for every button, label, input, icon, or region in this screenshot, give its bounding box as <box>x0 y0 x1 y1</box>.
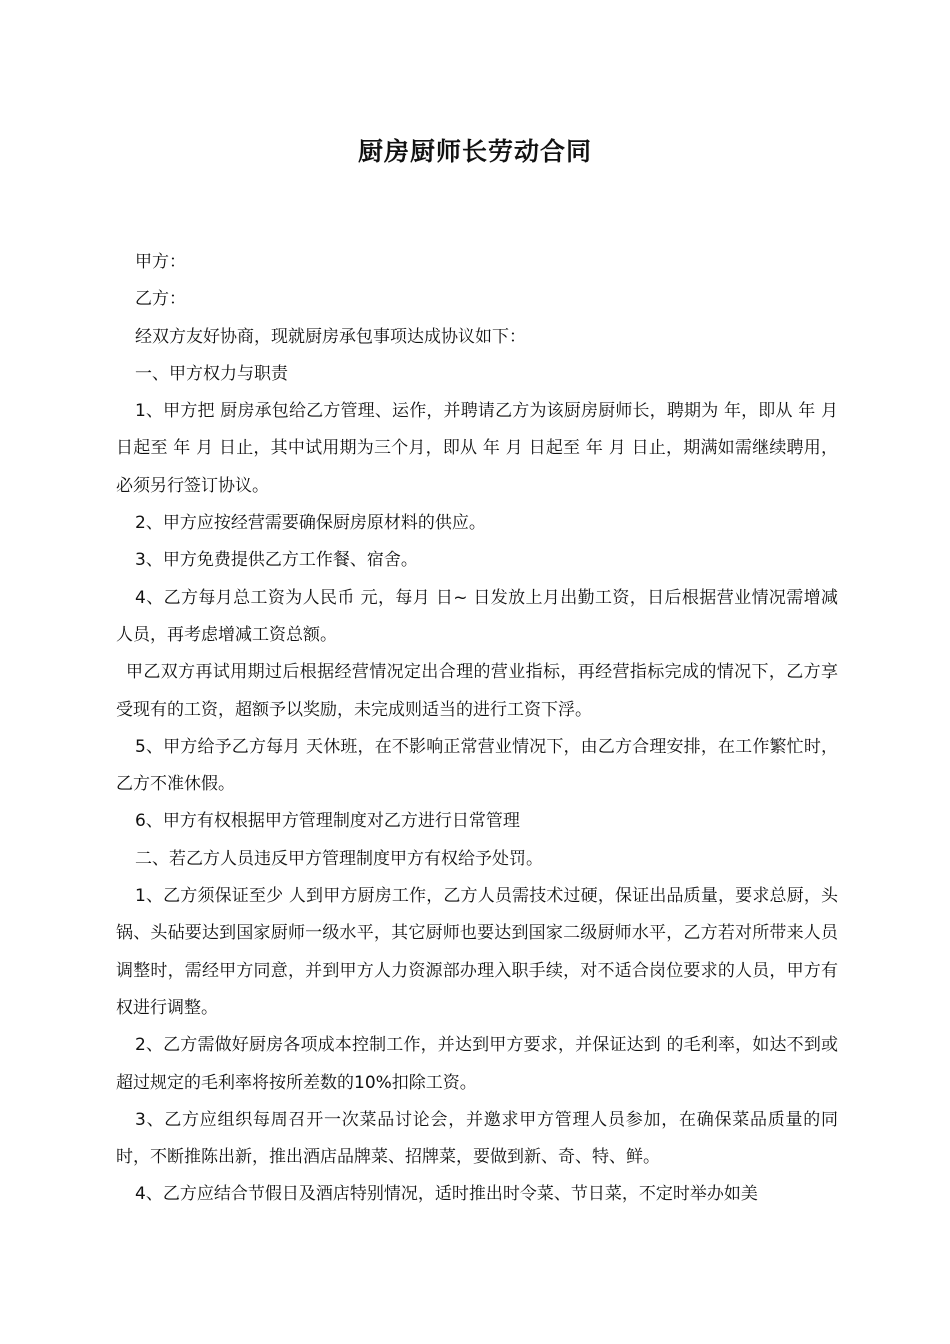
intro-paragraph: 经双方友好协商，现就厨房承包事项达成协议如下： <box>135 326 526 347</box>
party-b-line: 乙方： <box>135 289 186 310</box>
clause-paragraph: 5、甲方给予乙方每月 天休班，在不影响正常营业情况下，由乙方合理安排，在工作繁忙时，乙方不准休假。 <box>116 736 838 795</box>
section-heading: 一、甲方权力与职责 <box>135 363 288 384</box>
section-heading: 二、若乙方人员违反甲方管理制度甲方有权给予处罚。 <box>135 848 543 869</box>
clause-paragraph: 3、乙方应组织每周召开一次菜品讨论会，并邀求甲方管理人员参加，在确保菜品质量的同时，不断推陈出新，推出酒店品牌菜、招牌菜，要做到新、奇、特、鲜。 <box>116 1109 838 1168</box>
clause-paragraph: 4、乙方每月总工资为人民币 元，每月 日~ 日发放上月出勤工资，日后根据营业情况需增减人员，再考虑增减工资总额。 <box>116 587 838 645</box>
clause-paragraph: 6、甲方有权根据甲方管理制度对乙方进行日常管理 <box>135 811 520 832</box>
document-title: 厨房厨师长劳动合同 <box>357 137 592 166</box>
clause-paragraph: 甲乙双方再试用期过后根据经营情况定出合理的营业指标，再经营指标完成的情况下，乙方享受现有的工资，超额予以奖励，未完成则适当的进行工资下浮。 <box>116 662 838 720</box>
clause-paragraph: 2、甲方应按经营需要确保厨房原材料的供应。 <box>135 513 486 534</box>
party-a-line: 甲方： <box>135 252 186 272</box>
clause-paragraph: 3、甲方免费提供乙方工作餐、宿舍。 <box>135 550 418 571</box>
clause-paragraph: 2、乙方需做好厨房各项成本控制工作，并达到甲方要求，并保证达到 的毛利率，如达不到或超过规定的毛利率将按所差数的10%扣除工资。 <box>116 1035 838 1093</box>
clause-paragraph: 1、乙方须保证至少 人到甲方厨房工作，乙方人员需技术过硬，保证出品质量，要求总厨，头锅、头砧要达到国家厨师一级水平，其它厨师也要达到国家二级厨师水平，乙方若对所带来人员调整时，需经甲方同意，并到甲方人力资源部办理入职手续，对不适合岗位要求的人员，甲方有权进行调整。 <box>116 886 838 1018</box>
clause-paragraph: 4、乙方应结合节假日及酒店特别情况，适时推出时令菜、节日菜，不定时举办如美 <box>135 1184 758 1205</box>
clause-paragraph: 1、甲方把 厨房承包给乙方管理、运作，并聘请乙方为该厨房厨师长，聘期为 年，即从 年 月 日起至 年 月 日止，其中试用期为三个月，即从 年 月 日起至 年 月 日止，期满如需继续聘用，必须另行签订协议。 <box>116 401 838 496</box>
document-body <box>116 244 838 1214</box>
